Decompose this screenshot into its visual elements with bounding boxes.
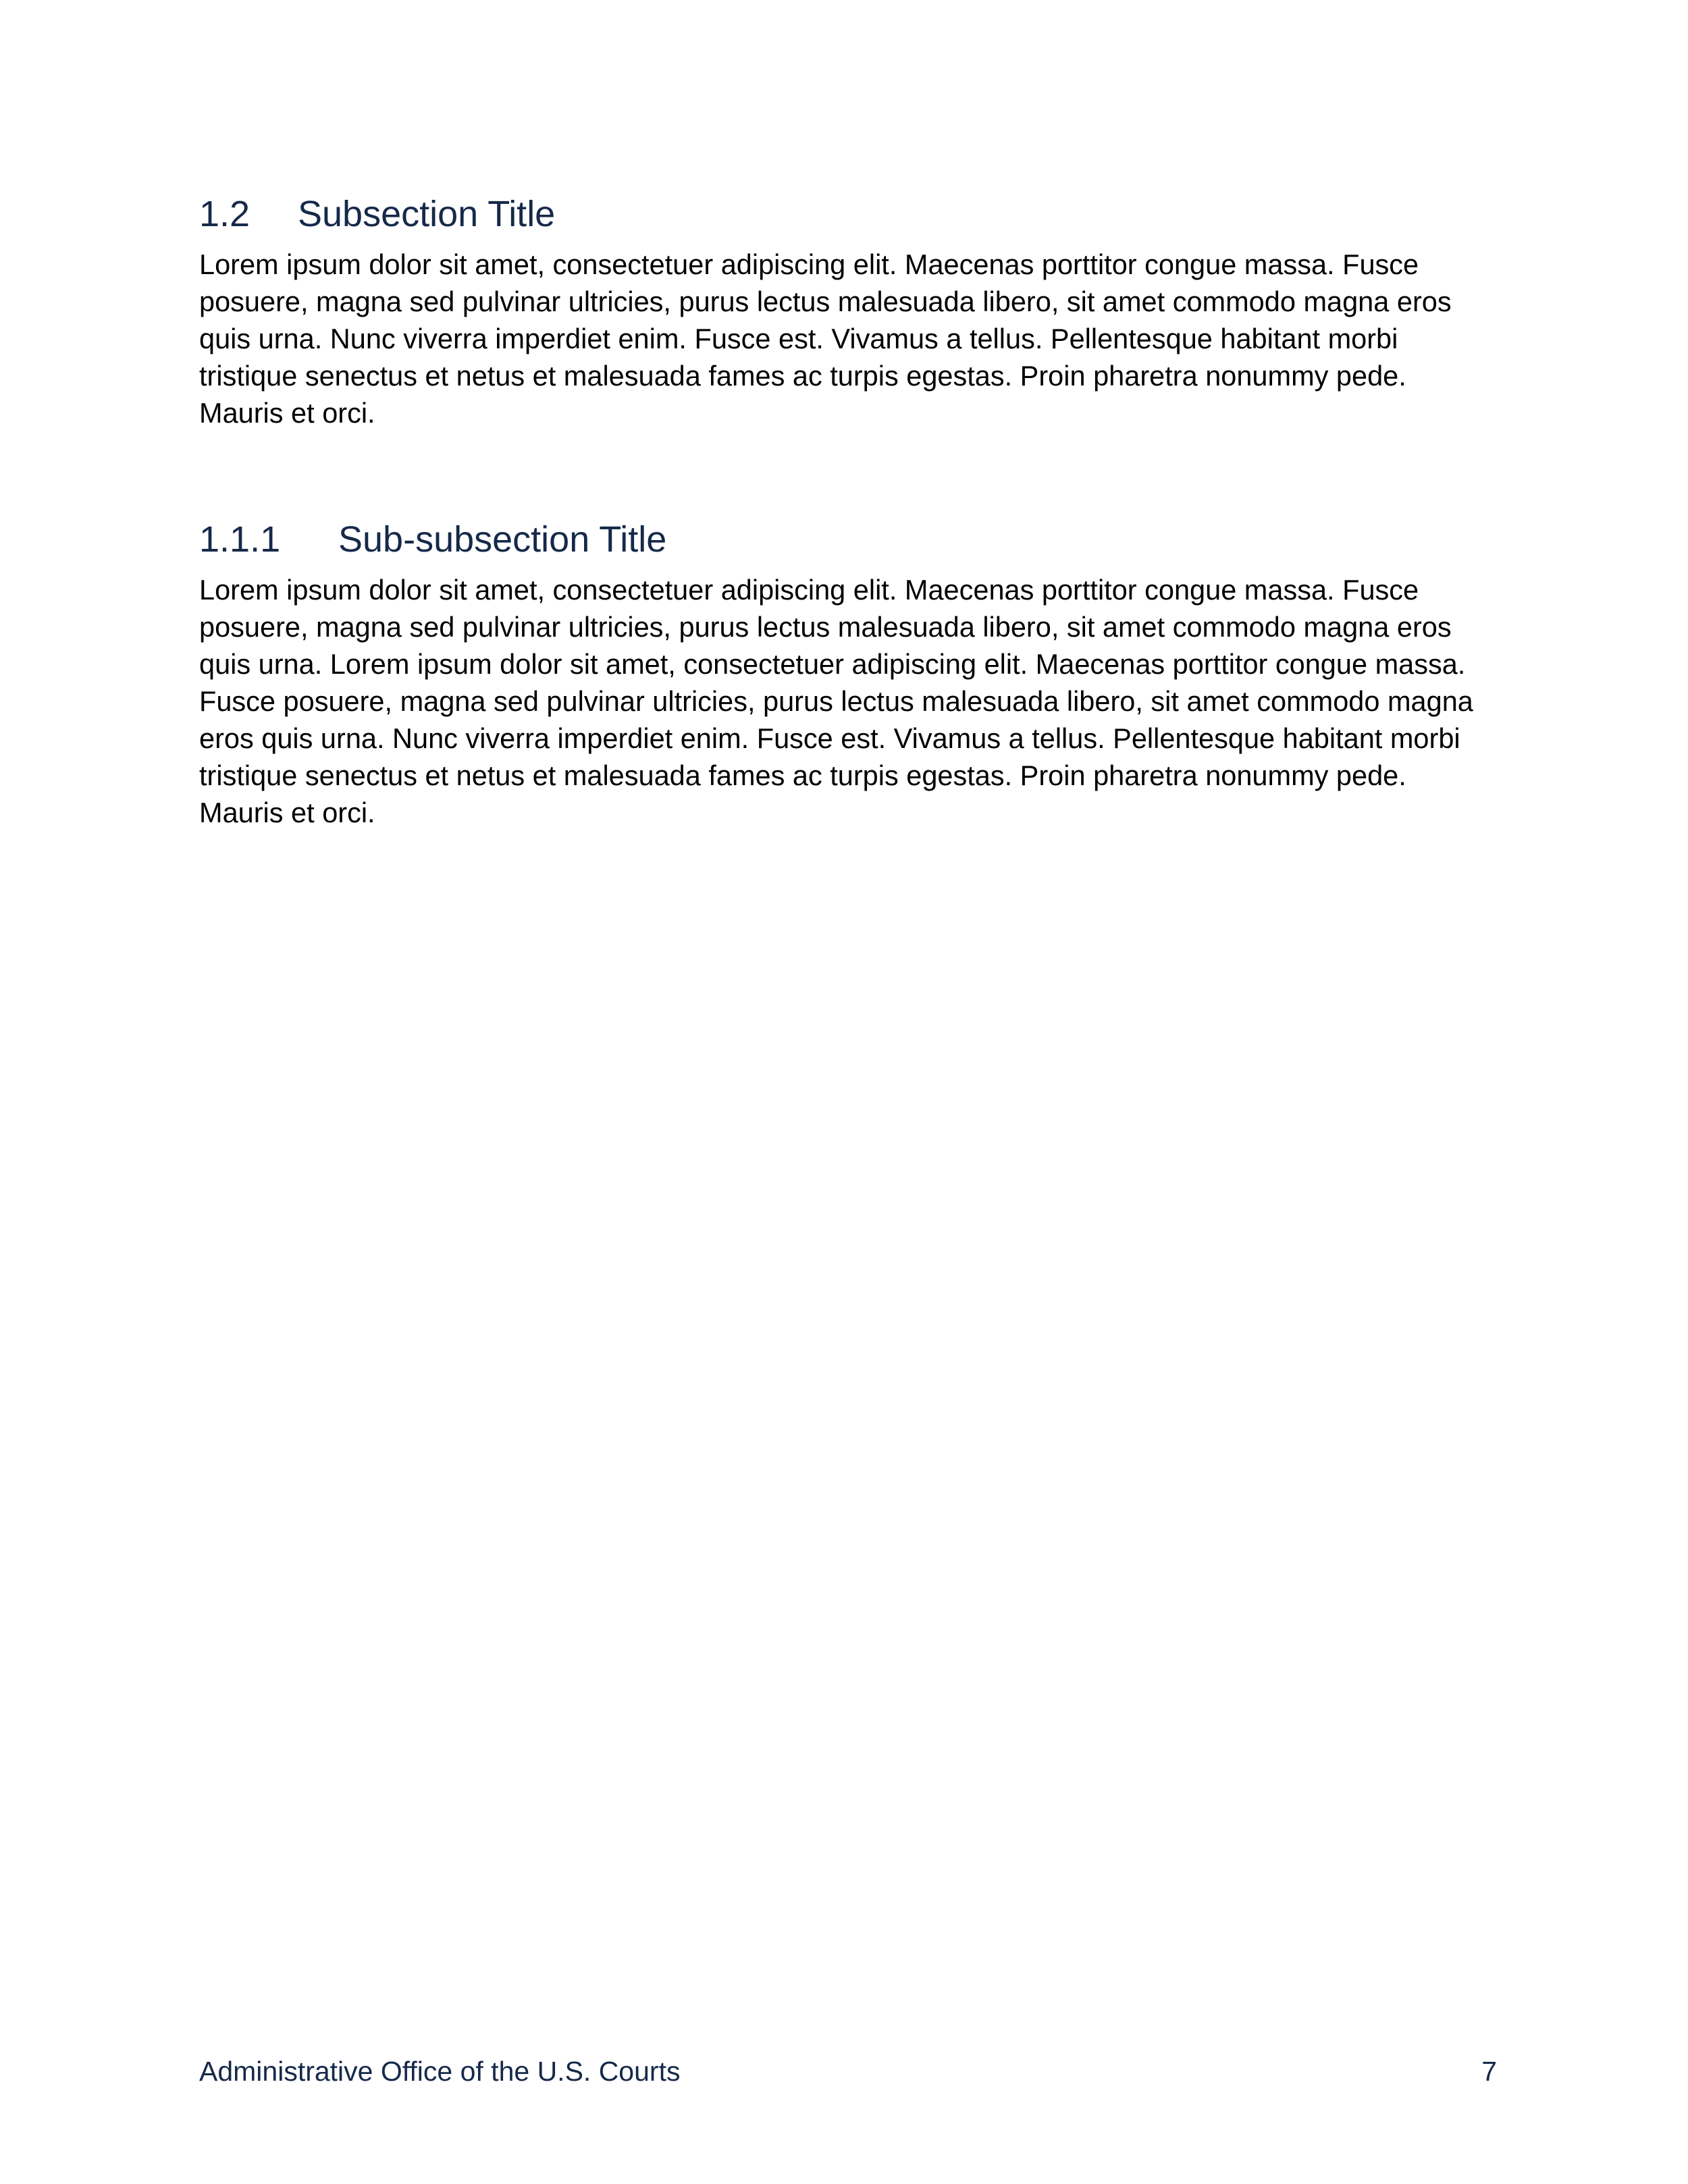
page-footer [199,2056,1497,2087]
subsection-heading [199,192,1496,236]
sub-subsection-paragraph: Lorem ipsum dolor sit amet, consectetuer adipiscing elit. Maecenas porttitor congue massa. Fusce posuere, magna sed pulvinar ultricies, purus lectus malesuada libero, sit amet commodo magna eros quis urna. Lorem ipsum dolor sit amet, consectetuer adipiscing elit. Maecenas porttitor congue massa. Fusce posuere, magna sed pulvinar ultricies, purus lectus malesuada libero, sit amet commodo magna eros quis urna. Nunc viverra imperdiet enim. Fusce est. Vivamus a tellus. Pellentesque habitant morbi tristique senectus et netus et malesuada fames ac turpis egestas. Proin pharetra nonummy pede. Mauris et orci. [199,573,1473,828]
footer-organization: Administrative Office of the U.S. Courts [199,2056,681,2087]
subsection-paragraph: Lorem ipsum dolor sit amet, consectetuer adipiscing elit. Maecenas porttitor congue massa. Fusce posuere, magna sed pulvinar ultricies, purus lectus malesuada libero, sit amet commodo magna eros quis urna. Nunc viverra imperdiet enim. Fusce est. Vivamus a tellus. Pellentesque habitant morbi tristique senectus et netus et malesuada fames ac turpis egestas. Proin pharetra nonummy pede. Mauris et orci. [199,248,1452,429]
page-content [199,192,1496,831]
subsection-title: Subsection Title [298,194,556,234]
sub-subsection-title: Sub-subsection Title [338,518,667,560]
sub-subsection-1-1-1 [199,518,1496,831]
subsection-number: 1.2 [199,194,250,234]
subsection-1-2 [199,192,1496,431]
sub-subsection-number: 1.1.1 [199,518,281,560]
sub-subsection-heading [199,518,1496,562]
page-number: 7 [1481,2056,1497,2087]
